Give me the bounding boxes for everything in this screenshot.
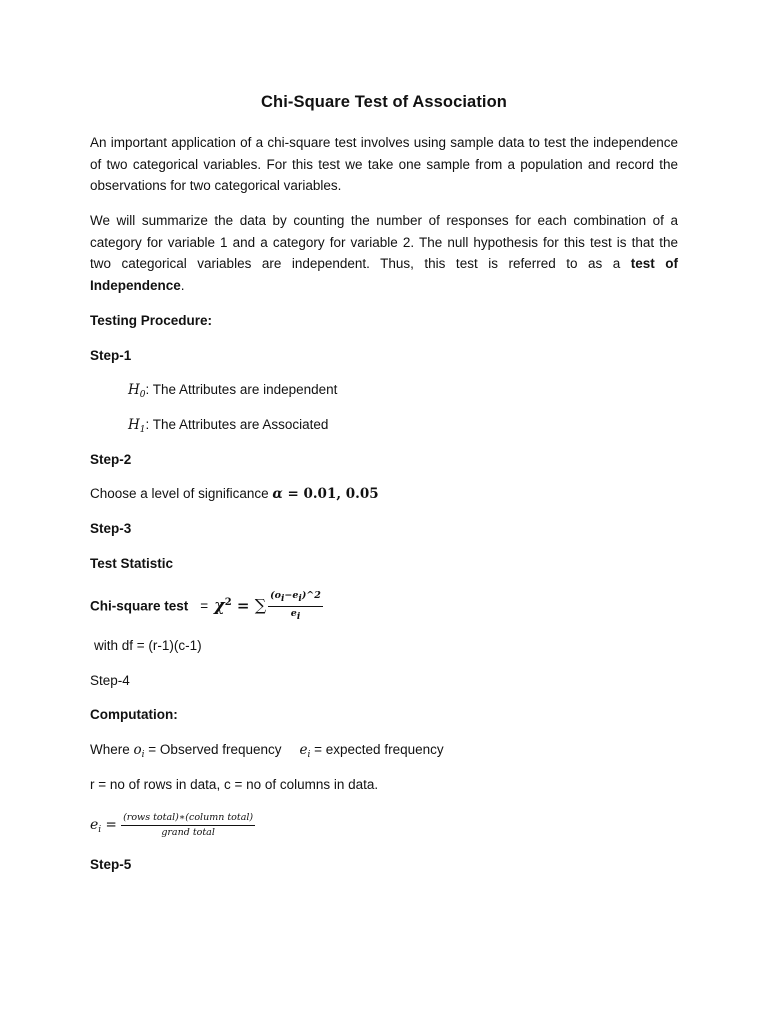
alpha-values: = 0.01, 0.05 bbox=[282, 486, 379, 502]
ei-formula-subscript: i bbox=[98, 825, 102, 835]
ei-formula-lhs: e bbox=[90, 817, 99, 833]
significance-line bbox=[90, 485, 379, 503]
step-1-heading: Step-1 bbox=[90, 348, 132, 363]
ei-formula-equals: = bbox=[101, 817, 122, 833]
ei-numerator: (rows total)∗(column total) bbox=[121, 812, 255, 826]
expected-frequency-formula bbox=[90, 808, 255, 847]
testing-procedure-heading: Testing Procedure: bbox=[90, 313, 213, 328]
step-4-heading: Step-4 bbox=[90, 673, 130, 688]
h0-text: : The Attributes are independent bbox=[145, 382, 338, 397]
h1-text: : The Attributes are Associated bbox=[145, 417, 329, 432]
intro-paragraph: An important application of a chi-square test involves using sample data to test the independence of two categorical variables. For this test we take one sample from a population and record the observations for two categorical variables. bbox=[90, 135, 678, 194]
where-text: Where bbox=[90, 742, 134, 757]
chi-denominator: $e_i$ bbox=[290, 608, 301, 623]
significance-text: Choose a level of significance bbox=[90, 486, 273, 501]
chi-equals: = bbox=[200, 598, 209, 614]
summary-paragraph bbox=[90, 210, 678, 296]
ei-subscript: i bbox=[307, 750, 311, 760]
ei-denominator: grand total bbox=[161, 826, 215, 838]
sum-symbol: ∑ bbox=[254, 595, 267, 615]
chi-square-label: Chi-square test bbox=[90, 598, 189, 614]
oi-subscript: i bbox=[141, 750, 145, 760]
h1-subscript: 1 bbox=[139, 425, 146, 435]
summary-text: We will summarize the data by counting the number of responses for each combination of a category for variable 1 and a category for variable 2. The null hypothesis for this test is that the two categorical variables are independent. Thus, this test is referred to as a bbox=[90, 213, 678, 272]
step-2-heading: Step-2 bbox=[90, 452, 132, 467]
ei-text: = expected frequency bbox=[310, 742, 444, 757]
chi-superscript: 2 bbox=[224, 597, 232, 608]
chi-symbol: χ bbox=[214, 595, 225, 615]
rows-columns-definition: r = no of rows in data, c = no of columns in data. bbox=[90, 777, 379, 792]
alternative-hypothesis bbox=[128, 416, 328, 439]
step-3-heading: Step-3 bbox=[90, 521, 132, 536]
chi-fraction bbox=[268, 590, 323, 623]
alpha-symbol: α bbox=[272, 486, 283, 502]
chi-square-formula bbox=[90, 588, 323, 623]
oi-text: = Observed frequency bbox=[144, 742, 282, 757]
h1-symbol: H bbox=[128, 417, 140, 433]
summary-end: . bbox=[180, 277, 185, 293]
ei-fraction bbox=[121, 812, 255, 839]
null-hypothesis bbox=[128, 381, 337, 404]
document-title: Chi-Square Test of Association bbox=[261, 93, 507, 111]
test-statistic-heading: Test Statistic bbox=[90, 556, 174, 571]
chi-numerator: $(o_i-e_i)\^{}2$ bbox=[268, 590, 323, 607]
degrees-of-freedom: with df = (r-1)(c-1) bbox=[94, 638, 202, 653]
test-of-independence-term: test of Independence bbox=[90, 256, 678, 293]
step-5-heading: Step-5 bbox=[90, 857, 132, 872]
frequency-definitions bbox=[90, 741, 444, 764]
h0-subscript: 0 bbox=[139, 390, 146, 400]
ei-symbol: e bbox=[299, 742, 308, 758]
chi-equals-2: = bbox=[231, 596, 255, 615]
h0-symbol: H bbox=[128, 382, 140, 398]
oi-symbol: o bbox=[133, 742, 142, 758]
computation-heading: Computation: bbox=[90, 707, 178, 722]
